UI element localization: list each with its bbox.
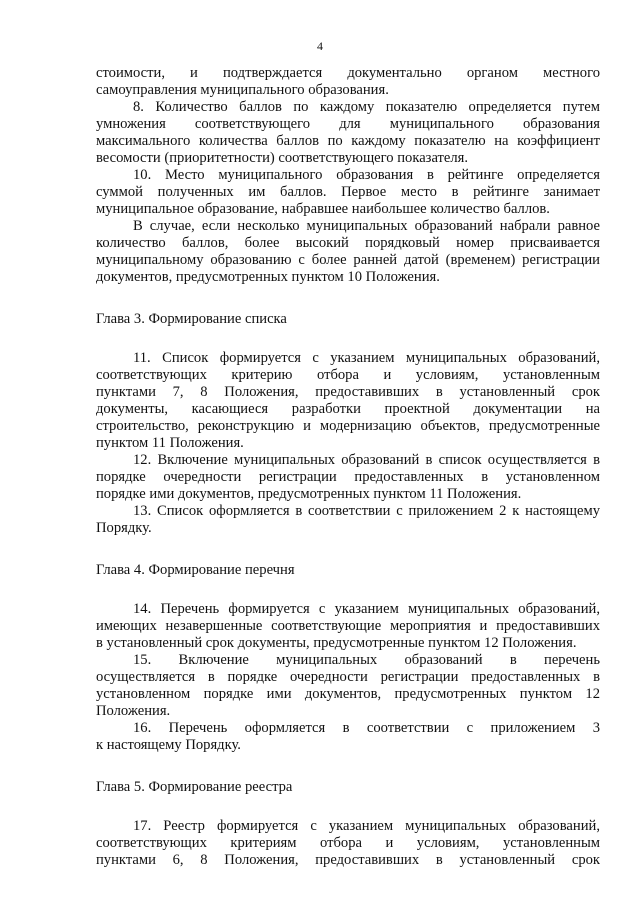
text-line: Порядку. xyxy=(96,520,152,536)
paragraph-tie-rule xyxy=(96,218,600,286)
chapter-4-heading: Глава 4. Формирование перечня xyxy=(96,562,295,578)
paragraph-10 xyxy=(96,167,600,218)
text-line: самоуправления муниципального образования. xyxy=(96,82,389,98)
text-line: 14. Перечень формируется с указанием муниципальных образований, xyxy=(133,601,600,617)
text-line: соответствующих критерию отбора и условиям, установленным xyxy=(96,367,600,383)
chapter-3-heading: Глава 3. Формирование списка xyxy=(96,311,287,327)
text-line: имеющих незавершенные соответствующие мероприятия и предоставивших xyxy=(96,618,600,634)
text-line: к настоящему Порядку. xyxy=(96,737,241,753)
text-line: максимального количества баллов по каждому показателю на коэффициент xyxy=(96,133,600,149)
text-line: муниципальное образование, набравшее наибольшее количество баллов. xyxy=(96,201,550,217)
paragraph-continuation xyxy=(96,65,600,99)
text-line: строительство, реконструкцию и модернизацию объектов, предусмотренные xyxy=(96,418,600,434)
paragraph-15 xyxy=(96,652,600,720)
text-line: 15. Включение муниципальных образований в перечень xyxy=(133,652,600,668)
paragraph-8 xyxy=(96,99,600,167)
text-line: весомости (приоритетности) соответствующего показателя. xyxy=(96,150,469,166)
text-line: количество баллов, более высокий порядковый номер присваивается xyxy=(96,235,600,251)
document-body xyxy=(96,65,600,869)
text-line: 12. Включение муниципальных образований в список осуществляется в xyxy=(133,452,600,468)
paragraph-11 xyxy=(96,350,600,452)
text-line: пунктами 7, 8 Положения, предоставивших в установленный срок xyxy=(96,384,600,400)
text-line: порядке ими документов, предусмотренных пунктом 11 Положения. xyxy=(96,486,522,502)
page-number: 4 xyxy=(317,39,323,53)
text-line: соответствующих критериям отбора и условиям, установленным xyxy=(96,835,600,851)
paragraph-12 xyxy=(96,452,600,503)
paragraph-16 xyxy=(96,720,600,754)
text-line: муниципальному образованию с более ранней датой (временем) регистрации xyxy=(96,252,600,268)
text-line: осуществляется в порядке очередности регистрации предоставленных в xyxy=(96,669,600,685)
text-line: пунктом 11 Положения. xyxy=(96,435,244,451)
text-line: 17. Реестр формируется с указанием муниципальных образований, xyxy=(133,818,600,834)
text-line: установленном порядке ими документов, предусмотренных пунктом 12 xyxy=(96,686,600,702)
text-line: пунктами 6, 8 Положения, предоставивших в установленный срок xyxy=(96,852,600,868)
text-line: документов, предусмотренных пунктом 10 Положения. xyxy=(96,269,440,285)
text-line: 10. Место муниципального образования в рейтинге определяется xyxy=(133,167,600,183)
text-line: документы, касающиеся разработки проектной документации на xyxy=(96,401,600,417)
text-line: стоимости, и подтверждается документально органом местного xyxy=(96,65,600,81)
text-line: 16. Перечень оформляется в соответствии с приложением 3 xyxy=(133,720,600,736)
text-line: 13. Список оформляется в соответствии с приложением 2 к настоящему xyxy=(133,503,600,519)
text-line: 8. Количество баллов по каждому показателю определяется путем xyxy=(133,99,600,115)
text-line: В случае, если несколько муниципальных образований набрали равное xyxy=(133,218,600,234)
text-line: умножения соответствующего для муниципального образования xyxy=(96,116,600,132)
text-line: Положения. xyxy=(96,703,171,719)
text-line: порядке очередности регистрации предоставленных в установленном xyxy=(96,469,600,485)
text-line: в установленный срок документы, предусмотренные пунктом 12 Положения. xyxy=(96,635,577,651)
chapter-5-heading: Глава 5. Формирование реестра xyxy=(96,779,293,795)
paragraph-17 xyxy=(96,818,600,869)
paragraph-13 xyxy=(96,503,600,537)
text-line: 11. Список формируется с указанием муниципальных образований, xyxy=(133,350,600,366)
text-line: суммой полученных им баллов. Первое место в рейтинге занимает xyxy=(96,184,600,200)
paragraph-14 xyxy=(96,601,600,652)
